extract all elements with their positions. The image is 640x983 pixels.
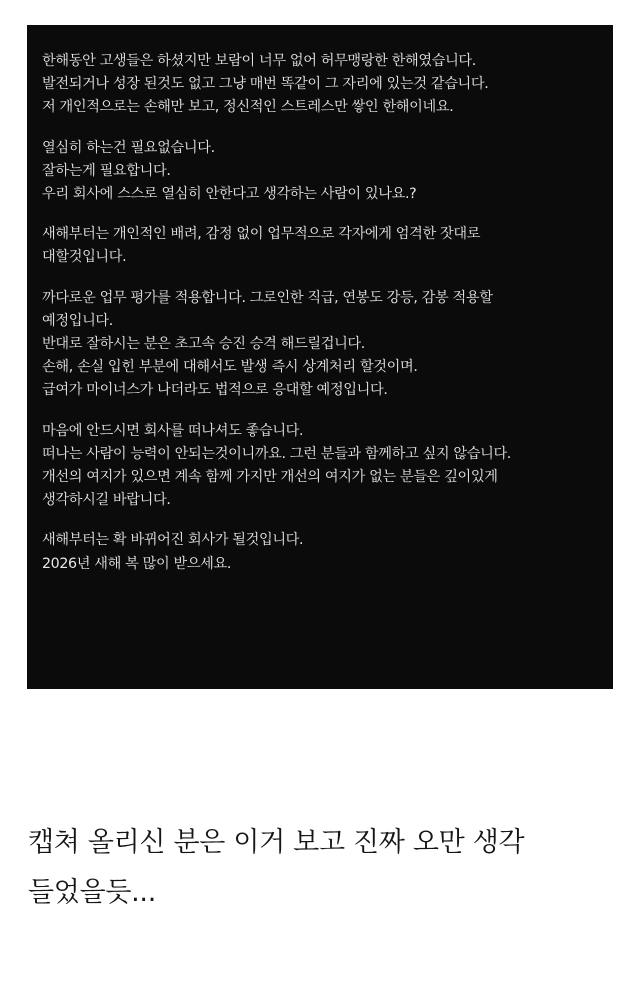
notice-line: 저 개인적으로는 손해만 보고, 정신적인 스트레스만 쌓인 한해이네요.	[42, 99, 454, 116]
comment-text	[28, 818, 618, 918]
notice-line: 잘하는게 필요합니다.	[42, 162, 171, 179]
notice-line: 생각하시길 바랍니다.	[42, 492, 171, 509]
notice-line: 2026년 새해 복 많이 받으세요.	[42, 555, 232, 572]
notice-line: 새해부터는 개인적인 배려, 감정 없이 업무적으로 각자에게 엄격한 잣대로	[42, 226, 481, 243]
notice-paragraph	[42, 223, 613, 269]
notice-line: 마음에 안드시면 회사를 떠나셔도 좋습니다.	[42, 422, 304, 439]
notice-line: 급여가 마이너스가 나더라도 법적으로 응대할 예정입니다.	[42, 382, 388, 399]
notice-line: 손해, 손실 입힌 부분에 대해서도 발생 즉시 상계처리 할것이며.	[42, 359, 418, 376]
notice-paragraph	[42, 287, 613, 403]
notice-line: 반대로 잘하시는 분은 초고속 승진 승격 해드릴겁니다.	[42, 336, 365, 353]
notice-paragraph	[42, 420, 613, 513]
notice-line: 대할것입니다.	[42, 249, 127, 266]
notice-line: 발전되거나 성장 된것도 없고 그냥 매번 똑같이 그 자리에 있는것 같습니다.	[42, 76, 489, 93]
comment-line: 캡쳐 올리신 분은 이거 보고 진짜 오만 생각	[28, 827, 525, 858]
notice-paragraph	[42, 529, 613, 575]
comment-line: 들었을듯...	[28, 877, 156, 908]
notice-line: 까다로운 업무 평가를 적용합니다. 그로인한 직급, 연봉도 강등, 감봉 적용할	[42, 289, 493, 306]
notice-line: 개선의 여지가 있으면 계속 함께 가지만 개선의 여지가 없는 분들은 깊이있게	[42, 469, 498, 486]
notice-line: 예정입니다.	[42, 312, 113, 329]
notice-line: 열심히 하는건 필요없습니다.	[42, 139, 215, 156]
notice-screenshot-image	[27, 25, 613, 689]
notice-paragraph	[42, 137, 613, 207]
notice-line: 한해동안 고생들은 하셨지만 보람이 너무 없어 허무맹랑한 한해였습니다.	[42, 53, 476, 69]
notice-line: 떠나는 사람이 능력이 안되는것이니까요. 그런 분들과 함께하고 싶지 않습니다.	[42, 445, 511, 462]
notice-line: 우리 회사에 스스로 열심히 안한다고 생각하는 사람이 있나요.?	[42, 186, 417, 203]
notice-paragraph	[42, 50, 613, 120]
notice-line: 새해부터는 확 바뀌어진 회사가 될것입니다.	[42, 532, 304, 549]
